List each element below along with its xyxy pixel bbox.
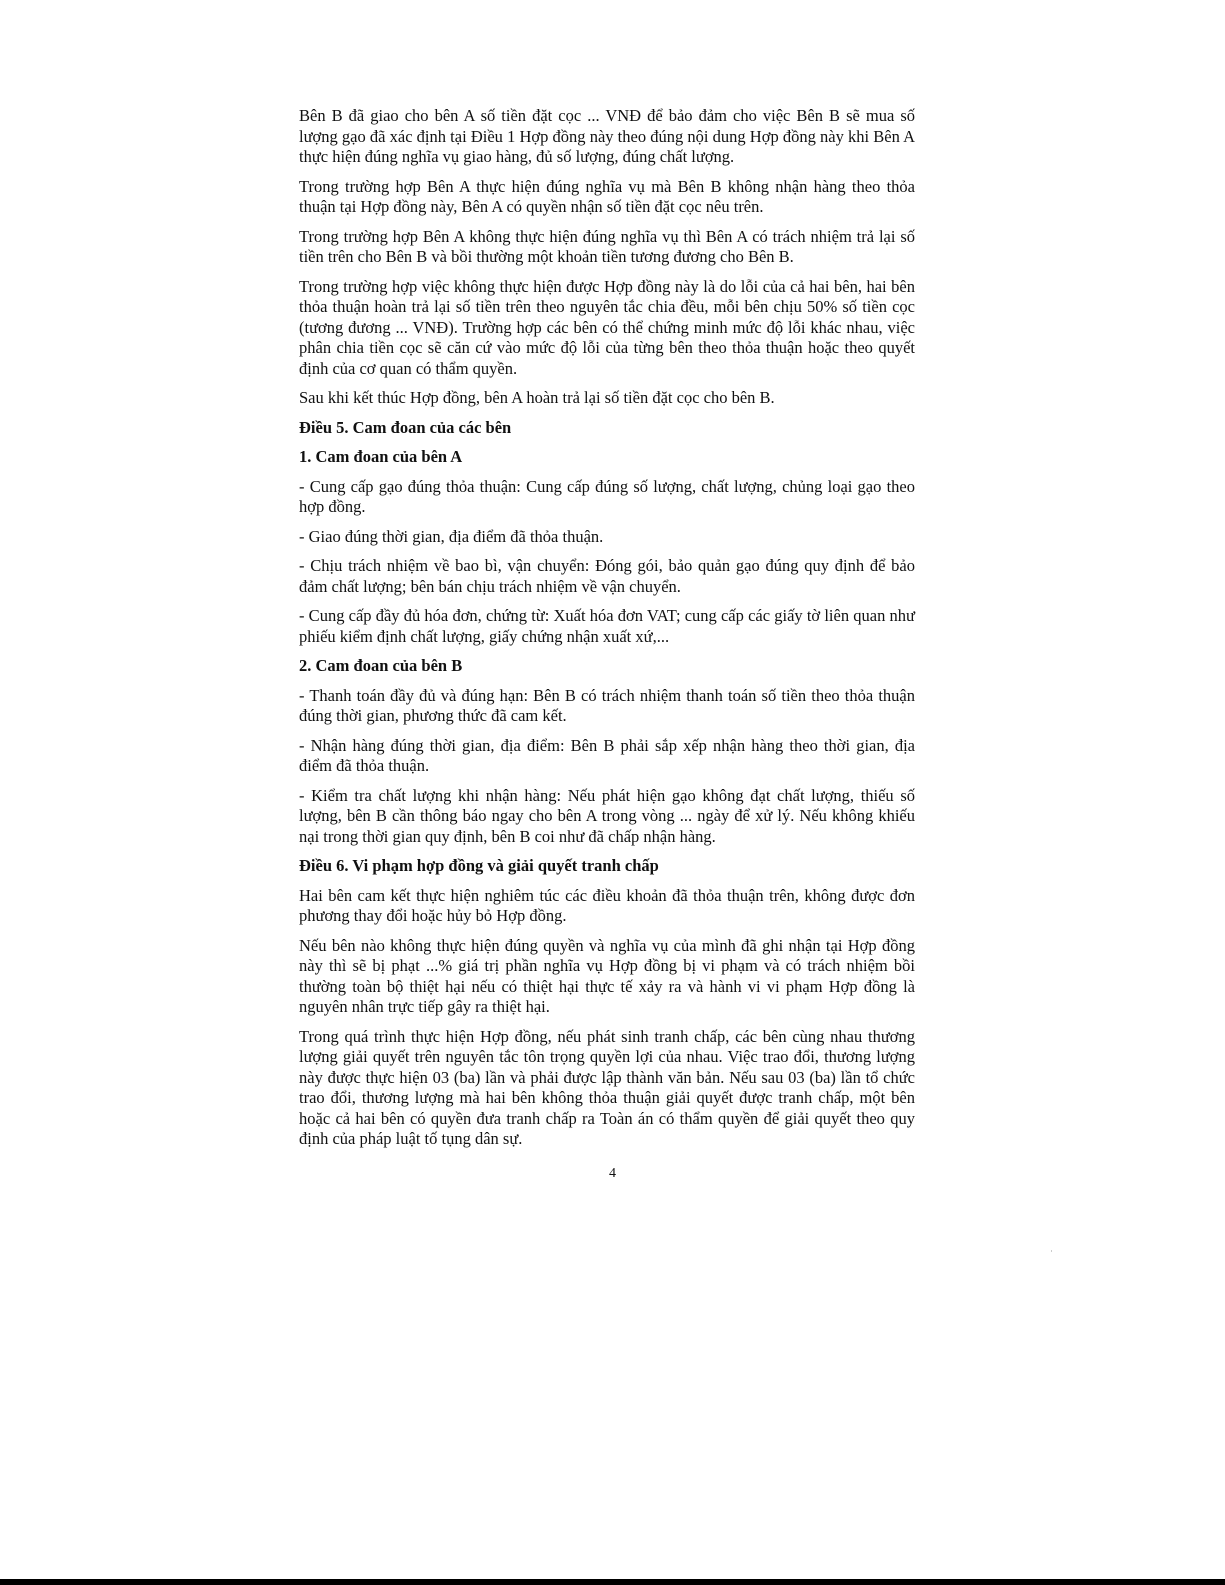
- paragraph-dispute-resolution: Trong quá trình thực hiện Hợp đồng, nếu phát sinh tranh chấp, các bên cùng nhau thương lượng giải quyết trên nguyên tắc tôn trọng quyền lợi của nhau. Việc trao đổi, thương lượng này được thực hiện 03 (ba) lần và phải được lập thành văn bản. Nếu sau 03 (ba) lần tổ chức trao đổi, thương lượng mà hai bên không thỏa thuận giải quyết được tranh chấp, một bên hoặc cả hai bên có quyền đưa tranh chấp ra Toàn án có thẩm quyền để giải quyết theo quy định của pháp luật tố tụng dân sự.: [299, 1026, 915, 1148]
- list-item: - Cung cấp gạo đúng thỏa thuận: Cung cấp đúng số lượng, chất lượng, chủng loại gạo theo hợp đồng.: [299, 476, 915, 516]
- scan-bottom-edge: [0, 1579, 1225, 1585]
- heading-party-a-commitments: 1. Cam đoan của bên A: [299, 447, 463, 466]
- list-item: - Giao đúng thời gian, địa điểm đã thỏa thuận.: [299, 526, 604, 546]
- paragraph-deposit-seller-breach: Trong trường hợp Bên A không thực hiện đúng nghĩa vụ thì Bên A có trách nhiệm trả lại số tiền trên cho Bên B và bồi thường một khoản tiền tương đương cho Bên B.: [299, 226, 915, 266]
- document-page: [299, 106, 915, 1159]
- heading-article-5: Điều 5. Cam đoan của các bên: [299, 417, 512, 437]
- page-number: 4: [609, 1166, 616, 1181]
- paragraph-deposit-seller-right: Trong trường hợp Bên A thực hiện đúng nghĩa vụ mà Bên B không nhận hàng theo thỏa thuận tại Hợp đồng này, Bên A có quyền nhận số tiền đặt cọc nêu trên.: [299, 176, 915, 216]
- paragraph-deposit-intro: Bên B đã giao cho bên A số tiền đặt cọc ... VNĐ để bảo đảm cho việc Bên B sẽ mua số lượng gạo đã xác định tại Điều 1 Hợp đồng này theo đúng nội dung Hợp đồng này khi Bên A thực hiện đúng nghĩa vụ giao hàng, đủ số lượng, đúng chất lượng.: [299, 106, 915, 166]
- list-item: - Nhận hàng đúng thời gian, địa điểm: Bên B phải sắp xếp nhận hàng theo thời gian, địa điểm đã thỏa thuận.: [299, 735, 915, 775]
- paragraph-deposit-return: Sau khi kết thúc Hợp đồng, bên A hoàn trả lại số tiền đặt cọc cho bên B.: [299, 388, 775, 407]
- heading-party-b-commitments: 2. Cam đoan của bên B: [299, 656, 463, 675]
- scan-speck: [1051, 1250, 1052, 1252]
- list-item: - Kiểm tra chất lượng khi nhận hàng: Nếu phát hiện gạo không đạt chất lượng, thiếu số lượng, bên B cần thông báo ngay cho bên A trong vòng ... ngày để xử lý. Nếu không khiếu nại trong thời gian quy định, bên B coi như đã chấp nhận hàng.: [299, 785, 915, 846]
- paragraph-penalty: Nếu bên nào không thực hiện đúng quyền và nghĩa vụ của mình đã ghi nhận tại Hợp đồng này thì sẽ bị phạt ...% giá trị phần nghĩa vụ Hợp đồng bị vi phạm và có trách nhiệm bồi thường toàn bộ thiệt hại nếu có thiệt hại thực tế xảy ra và hành vi vi phạm Hợp đồng là nguyên nhân trực tiếp gây ra thiệt hại.: [299, 935, 915, 1016]
- paragraph-deposit-both-fault: Trong trường hợp việc không thực hiện được Hợp đồng này là do lỗi của cả hai bên, hai bên thỏa thuận hoàn trả lại số tiền trên theo nguyên tắc chia đều, mỗi bên chịu 50% số tiền cọc (tương đương ... VNĐ). Trường hợp các bên có thể chứng minh mức độ lỗi khác nhau, việc phân chia tiền cọc sẽ căn cứ vào mức độ lỗi của từng bên theo thỏa thuận hoặc theo quyết định của cơ quan có thẩm quyền.: [299, 276, 915, 378]
- list-item: - Cung cấp đầy đủ hóa đơn, chứng từ: Xuất hóa đơn VAT; cung cấp các giấy tờ liên quan như phiếu kiểm định chất lượng, giấy chứng nhận xuất xứ,...: [299, 606, 915, 646]
- list-item: - Chịu trách nhiệm về bao bì, vận chuyển: Đóng gói, bảo quản gạo đúng quy định để bảo đảm chất lượng; bên bán chịu trách nhiệm về vận chuyển.: [299, 556, 915, 596]
- heading-article-6: Điều 6. Vi phạm hợp đồng và giải quyết tranh chấp: [299, 856, 659, 875]
- paragraph-commitment: Hai bên cam kết thực hiện nghiêm túc các điều khoản đã thỏa thuận trên, không được đơn phương thay đổi hoặc hủy bỏ Hợp đồng.: [299, 885, 915, 925]
- list-item: - Thanh toán đầy đủ và đúng hạn: Bên B có trách nhiệm thanh toán số tiền theo thỏa thuận đúng thời gian, phương thức đã cam kết.: [299, 685, 915, 725]
